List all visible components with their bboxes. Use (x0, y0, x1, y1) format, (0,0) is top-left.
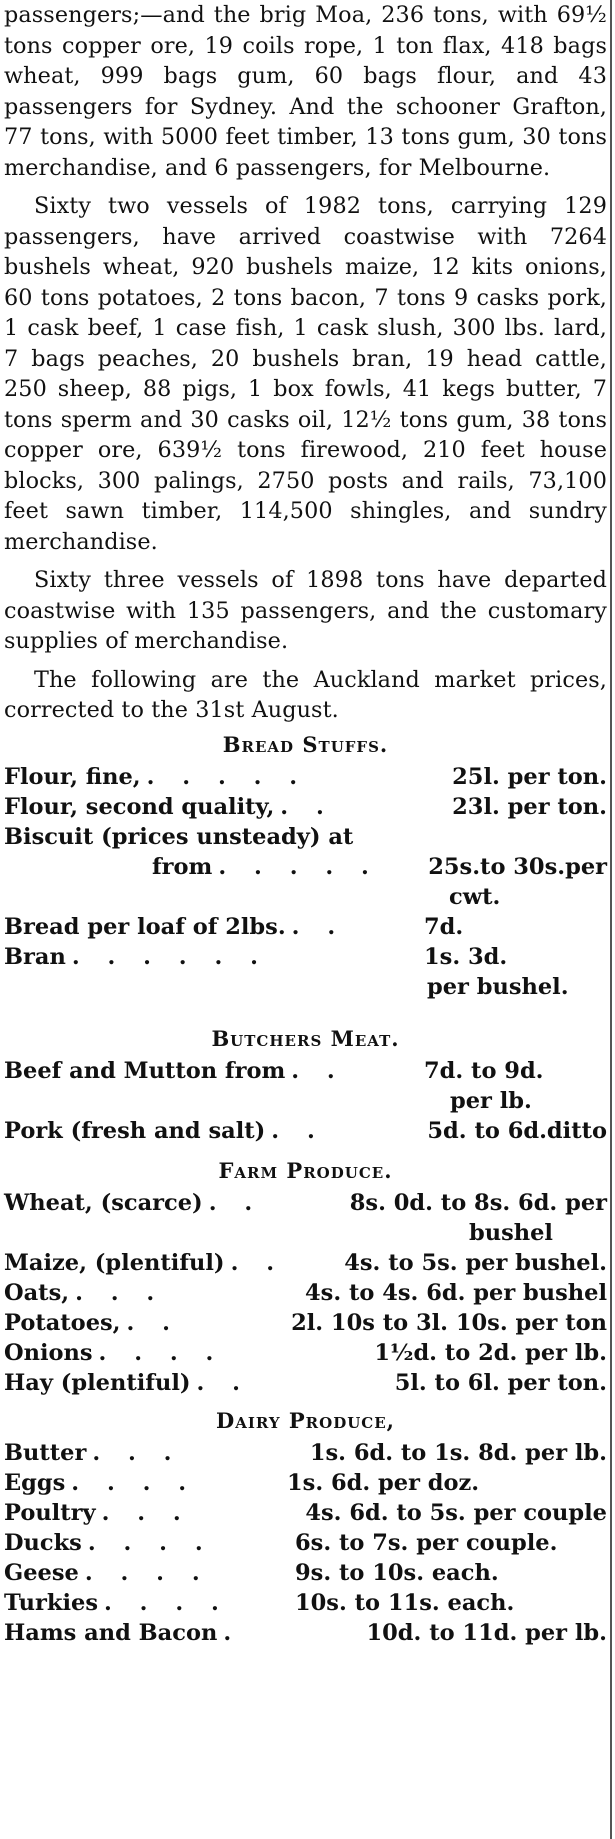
price-row-continuation: per bushel. (427, 973, 569, 1000)
price-row: Geese . . . . 9s. to 10s. each. (4, 1559, 499, 1586)
market-intro-paragraph: The following are the Auckland market prices, corrected to the 31st August. (4, 666, 607, 723)
price-row: from . . . . . 25s.to 30s.per (152, 853, 607, 880)
price-list-bread (4, 762, 607, 1002)
price-list-butchers (4, 1056, 607, 1146)
price-row: Hams and Bacon . 10d. to 11d. per lb. (4, 1619, 607, 1646)
price-row: Flour, second quality, . . 23l. per ton. (4, 793, 607, 820)
price-row: Oats, . . . 4s. to 4s. 6d. per bushel (4, 1279, 607, 1306)
price-row: Hay (plentiful) . . 5l. to 6l. per ton. (4, 1369, 607, 1396)
section-heading-bread: Bread Stuffs. (222, 731, 389, 757)
price-row-continuation: per lb. (450, 1087, 532, 1114)
column-rule (610, 0, 612, 1839)
price-row-continuation: cwt. (449, 883, 501, 910)
departures-paragraph: Sixty three vessels of 1898 tons have departed coastwise with 135 passengers, and the customary supplies of merchandise. (4, 567, 607, 654)
price-row: Eggs . . . . 1s. 6d. per doz. (4, 1469, 480, 1496)
price-row: Onions . . . . 1½d. to 2d. per lb. (4, 1339, 607, 1366)
price-row: Turkies . . . . 10s. to 11s. each. (4, 1589, 515, 1616)
price-row: Potatoes, . . 2l. 10s to 3l. 10s. per ton (4, 1309, 607, 1336)
price-list-dairy (4, 1438, 607, 1648)
price-row: Bran . . . . . . 1s. 3d. (4, 943, 508, 970)
price-row: Biscuit (prices unsteady) at (4, 823, 354, 850)
price-list-farm (4, 1188, 607, 1398)
price-row: Beef and Mutton from . . 7d. to 9d. (4, 1057, 544, 1084)
price-row: Maize, (plentiful) . . 4s. to 5s. per bushel. (4, 1249, 607, 1276)
arrivals-paragraph: Sixty two vessels of 1982 tons, carrying 129 passengers, have arrived coastwise with 7264 bushels wheat, 920 bushels maize, 12 kits onions, 60 tons potatoes, 2 tons bacon, 7 tons 9 casks pork, 1 cask beef, 1 case fish, 1 cask slush, 300 lbs. lard, 7 bags peaches, 20 bushels bran, 19 head cattle, 250 sheep, 88 pigs, 1 box fowls, 41 kegs butter, 7 tons sperm and 30 casks oil, 12½ tons gum, 38 tons copper ore, 639½ tons firewood, 210 feet house blocks, 300 palings, 2750 posts and rails, 73,100 feet sawn timber, 114,500 shingles, and sundry merchandise. (4, 193, 607, 555)
price-row: Ducks . . . . 6s. to 7s. per couple. (4, 1529, 558, 1556)
section-heading-dairy: Dairy Produce, (216, 1407, 395, 1433)
price-row: Poultry . . . 4s. 6d. to 5s. per couple (4, 1499, 607, 1526)
newspaper-column (4, 0, 607, 1648)
section-heading-farm: Farm Produce. (218, 1157, 393, 1183)
price-row: Pork (fresh and salt) . . 5d. to 6d.ditto (4, 1117, 607, 1144)
price-row: Wheat, (scarce) . . 8s. 0d. to 8s. 6d. per (4, 1189, 607, 1216)
price-row-continuation: bushel (469, 1219, 553, 1246)
section-heading-butchers: Butchers Meat. (211, 1025, 400, 1051)
price-row: Flour, fine, . . . . . 25l. per ton. (4, 763, 607, 790)
shipping-paragraph: passengers;—and the brig Moa, 236 tons, with 69½ tons copper ore, 19 coils rope, 1 ton flax, 418 bags wheat, 999 bags gum, 60 bags flour, and 43 passengers for Sydney. And the schooner Grafton, 77 tons, with 5000 feet timber, 13 tons gum, 30 tons merchandise, and 6 passengers, for Melbourne. (4, 2, 607, 181)
price-row: Bread per loaf of 2lbs. . . 7d. (4, 913, 464, 940)
price-row: Butter . . . 1s. 6d. to 1s. 8d. per lb. (4, 1439, 607, 1466)
